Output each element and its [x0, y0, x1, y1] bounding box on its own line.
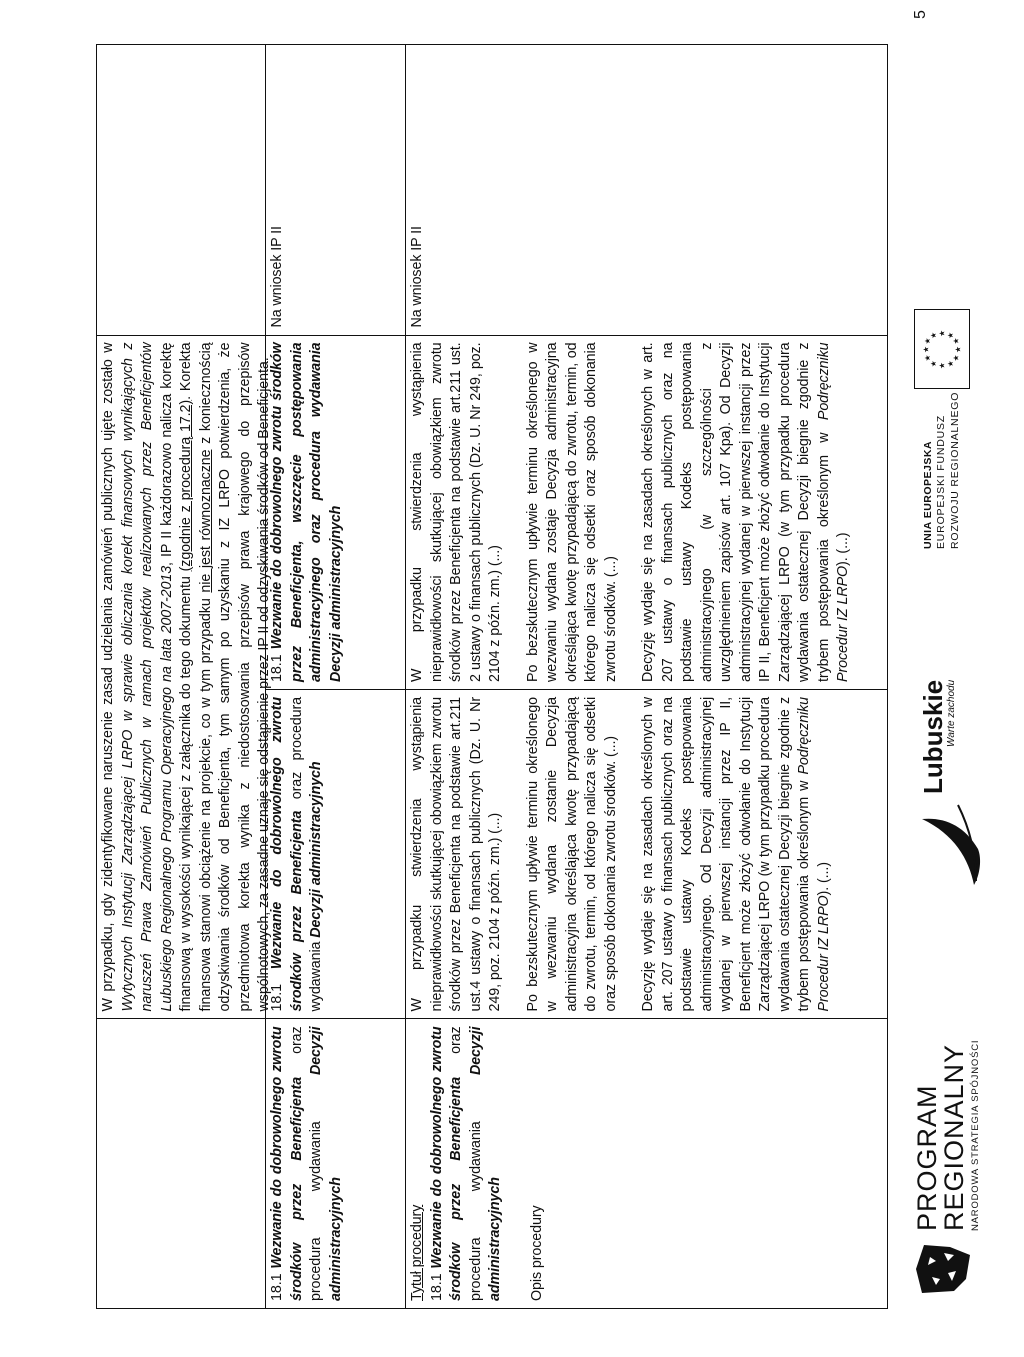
paragraph: W przypadku stwierdzenia wystąpienia nieprawidłowości skutkującej obowiązkiem zwrotu środków przez Beneficjenta na podstawie art.211 ust. 2 ustawy o finansach publicznych (Dz. U. Nr 249, poz. 2104 z późn. zm.) (...) — [409, 342, 503, 682]
program-regionalny-logo-icon — [914, 1239, 974, 1299]
text-span: 18.1 — [428, 1268, 445, 1301]
text-span: z koniecznością odzyskiwania środków od Beneficjenta, tym samym po uzyskaniu z IZ LRPO potwierdzenia, że przedmiotowa korekta wynika z niedostosowania przepisów prawa krajowego do przepisów wspólnotowych, za zasadne uznaje się odstąpienie przez IP II od odzyskiwania środków od Beneficjenta. — [197, 342, 272, 1012]
text-span: oraz procedura wydawania — [288, 696, 324, 1012]
eu-line: UNIA EUROPEJSKA — [922, 440, 934, 549]
table-cell — [266, 1018, 405, 1308]
paragraph — [99, 343, 275, 1012]
italic-text-span: Podręczniku Procedur IZ LRPO — [796, 696, 832, 1012]
svg-text:★: ★ — [923, 354, 933, 362]
table-cell — [406, 335, 887, 689]
underlined-text-span: (zgodnie z procedurą 17.2) — [178, 399, 194, 572]
procedure-heading — [268, 343, 346, 682]
procedure-heading — [428, 1026, 506, 1301]
text-span: . Korekta finansowa stanowi obciążenie na projekcie, co w tym przypadku — [178, 342, 214, 1012]
text-span: Decyzję wydaje się na zasadach określonych w art. 207 ustawy o finansach publicznych oraz na podstawie ustawy Kodeks postępowania administracyjnego (w szczególności z uwzględnieniem zapisów art. 107 Kpa). Od Decyzji administracyjnej wydanej w pierwszej instancji przez IP II, Beneficjent może złożyć odwołanie do Instytucji Zarządzającej LRPO (w tym przypadku procedura wydawania ostatecznej Decyzji biegnie zgodnie z trybem postępowania określonym w — [640, 342, 832, 682]
svg-text:★: ★ — [921, 346, 931, 353]
procedure-title-label: Tytuł procedury — [409, 1204, 425, 1301]
svg-text:★: ★ — [928, 360, 938, 368]
svg-text:★: ★ — [953, 346, 963, 353]
procedure-description-label: Opis procedury — [528, 1205, 545, 1301]
eu-flag-icon — [914, 309, 970, 389]
procedure-heading — [268, 697, 327, 1011]
table-cell — [266, 45, 405, 335]
paragraph — [639, 697, 834, 1011]
text-span: ). (...) — [835, 532, 851, 566]
paragraph — [639, 343, 854, 682]
regionalny-line: REGIONALNY — [939, 1043, 969, 1231]
page-number: 5 — [912, 10, 929, 19]
lubuskie-text — [920, 680, 957, 794]
table-cell-empty — [97, 1018, 265, 1308]
bold-italic-span: Wezwanie do dobrowolnego zwrotu środków przez Beneficjenta, — [269, 342, 305, 682]
program-line: PROGRAM — [912, 1084, 942, 1231]
bold-italic-span: Decyzji administracyjnych — [308, 1026, 344, 1301]
strategy-line: NARODOWA STRATEGIA SPÓJNOŚCI — [970, 1039, 981, 1231]
italic-text-span: Wytycznych Instytucji Zarządzającej LRPO w sprawie obliczania korekt finansowych wynikających z naruszeń Prawa Zamówień Publicznych w ramach projektów realizowanych przez Beneficjentów Lubuskiego Regionalnego Programu Operacyjnego na lata 2007-2013 — [119, 342, 175, 1012]
text-span: , IP II każdorazowo nalicza korektę finansową w wysokości wynikającej z załącznika do tego dokumentu — [158, 342, 194, 1012]
svg-text:★: ★ — [945, 360, 955, 368]
table-cell — [266, 335, 405, 689]
paragraph: Po bezskutecznym upływie terminu określonego w wezwaniu wydana zostaje Decyzja administracyjna określająca kwotę przypadającą do zwrotu, termin, od którego nalicza się odsetki oraz sposób dokonania zwrotu środków. (...) — [524, 342, 619, 682]
text-span: oraz procedura wydawania — [448, 1026, 484, 1301]
paragraph: W przypadku stwierdzenia wystąpienia nieprawidłowości skutkującej obowiązkiem zwrotu środków przez Beneficjenta na podstawie art.211 ust.4 ustawy o finansach publicznych (Dz. U. Nr 249, poz. 2104 z późn. zm.) (...) — [409, 696, 503, 1012]
bold-italic-span: Decyzji administracyjnych — [327, 505, 344, 682]
table-cell — [266, 689, 405, 1018]
svg-text:★: ★ — [951, 337, 961, 345]
svg-text:★: ★ — [945, 331, 955, 339]
eu-text — [922, 392, 962, 549]
table-cell — [406, 45, 887, 335]
request-note: Na wniosek IP II — [269, 226, 285, 328]
table-row — [405, 45, 887, 1308]
bold-italic-span: Wezwanie do dobrowolnego zwrotu środków przez Beneficjenta — [269, 696, 305, 1012]
text-span: 18.1 — [269, 1268, 285, 1301]
table-cell — [406, 689, 887, 1018]
italic-text-span: Podręczniku Procedur IZ LRPO — [815, 342, 851, 682]
bold-italic-span: Wezwanie do dobrowolnego zwrotu środków przez Beneficjenta — [269, 1026, 305, 1301]
svg-text:★: ★ — [937, 330, 947, 337]
procedure-table — [96, 44, 888, 1309]
text-span: W przypadku, gdy zidentyfikowane naruszenie zasad udzielania zamówień publicznych ujęte zostało w — [100, 342, 116, 1012]
table-cell-text — [97, 335, 272, 1019]
procedure-heading — [268, 1026, 346, 1301]
program-regionalny-text — [914, 1040, 981, 1231]
lubuskie-name: Lubuskie — [918, 679, 948, 794]
svg-text:★: ★ — [923, 337, 933, 345]
erdf-line: EUROPEJSKI FUNDUSZ — [935, 415, 947, 549]
text-span: ). (...) — [815, 862, 832, 896]
bold-italic-span: Decyzji administracyjnych — [467, 1026, 503, 1301]
text-span: Decyzję wydaje się na zasadach określonych w art. 207 ustawy o finansach publicznych oraz na podstawie ustawy Kodeks postępowania administracyjnego. Od Decyzji administracyjnej wydanej w pierwszej instancji przez IP II, Beneficjent może złożyć odwołanie do Instytucji Zarządzającej LRPO (w tym przypadku procedura wydawania ostatecznej Decyzji biegnie zgodnie z trybem postępowania określonym w — [640, 696, 812, 1012]
table-row — [265, 45, 405, 1308]
regional-development-line: ROZWOJU REGIONALNEGO — [949, 391, 961, 549]
lubuskie-slogan: Warte zachodu — [946, 679, 957, 747]
svg-text:★: ★ — [951, 354, 961, 362]
svg-text:★: ★ — [937, 362, 947, 369]
footer-logos — [910, 10, 1020, 1309]
lubuskie-logo-icon — [914, 799, 984, 889]
bold-italic-span: Wezwanie do dobrowolnego zwrotu środków przez Beneficjenta — [428, 1026, 464, 1301]
text-span: oraz procedura wydawania — [288, 1026, 324, 1301]
underlined-text-span: nie jest równoznaczne — [197, 449, 214, 593]
table-row — [97, 45, 272, 1308]
paragraph: Po bezskutecznym upływie terminu określonego w wezwaniu wydana zostanie Decyzja administracyjna określająca kwotę przypadającą do zwrotu, termin, od którego nalicza się odsetki oraz sposób dokonania zwrotu środków. (...) — [524, 696, 619, 1012]
table-cell — [406, 1018, 887, 1308]
svg-text:★: ★ — [928, 331, 938, 339]
table-cell-empty — [97, 45, 265, 335]
bold-italic-span: wszczęcie postępowania administracyjnego oraz procedura wydawania — [288, 342, 324, 682]
request-note: Na wniosek IP II — [409, 226, 425, 328]
bold-italic-span: Decyzji administracyjnych — [308, 761, 324, 938]
text-span: 18.1 — [269, 969, 285, 1012]
text-span: 18.1 — [269, 649, 285, 682]
